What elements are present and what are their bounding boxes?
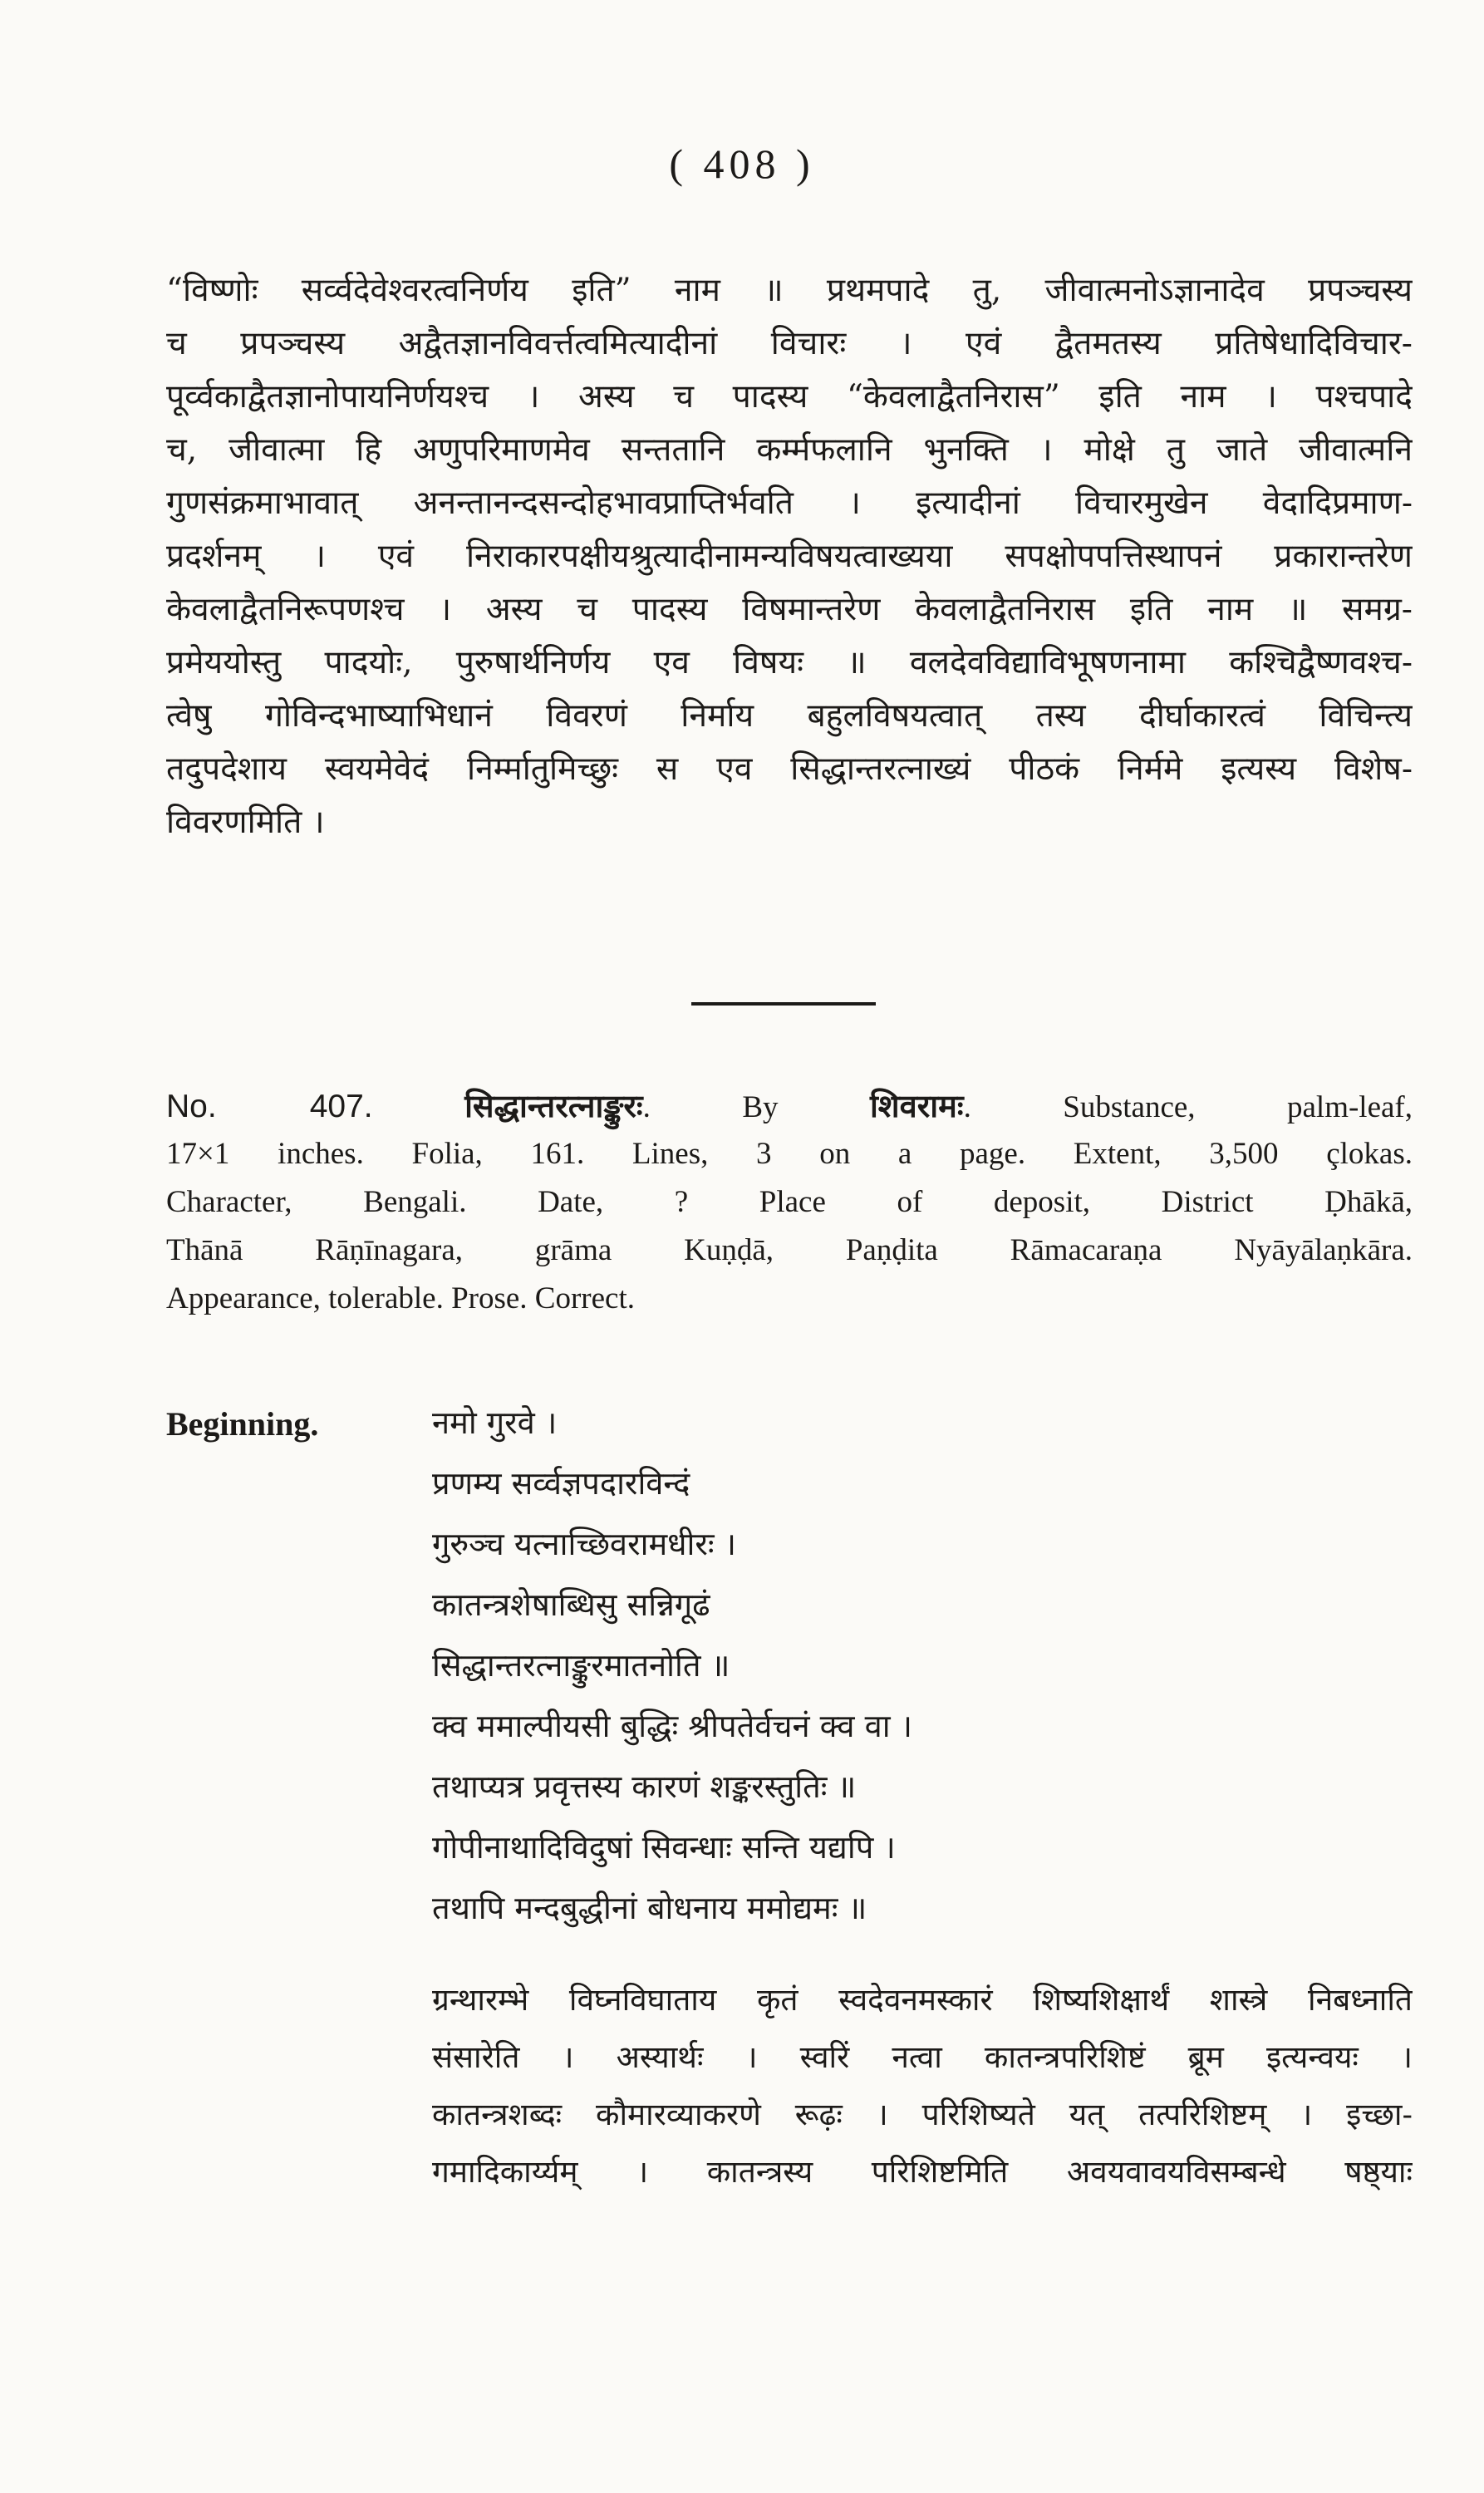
passage-line: विवरणमिति । xyxy=(166,804,325,841)
passage-line: गुणसंक्रमाभावात् अनन्तानन्दसन्दोहभावप्राप्तिर्भवति । इत्यादीनां विचारमुखेन वेदादिप्रमाण- xyxy=(166,484,1413,522)
catalogue-entry xyxy=(166,1082,1413,1323)
author-name: शिवरामः xyxy=(869,1087,964,1124)
entry-detail-line: Character, Bengali. Date, ? Place of deposit, District Ḍhākā, xyxy=(166,1185,1413,1219)
commentary-line: कातन्त्रशब्दः कौमारव्याकरणे रूढ़ः । परिशिष्यते यत् तत्परिशिष्टम् । इच्छा- xyxy=(432,2097,1413,2132)
verse-line: नमो गुरवे । xyxy=(432,1404,558,1441)
entry-detail: Substance, palm-leaf, xyxy=(1063,1090,1413,1124)
passage-line: च प्रपञ्चस्य अद्वैतज्ञानविवर्त्तत्वमित्यादीनां विचारः । एवं द्वैतमतस्य प्रतिषेधादिविचार- xyxy=(166,325,1413,362)
passage-line: पूर्व्वकाद्वैतज्ञानोपायनिर्णयश्च । अस्य च पादस्य “केवलाद्वैतनिरास” इति नाम । पश्चपादे xyxy=(166,378,1413,416)
verse-line: गुरुञ्च यत्नाच्छिवरामधीरः । xyxy=(432,1526,737,1562)
verse-line: कातन्त्रशेषाब्धिसु सन्निगूढं xyxy=(432,1586,710,1623)
commentary-line: गमादिकार्य्यम् । कातन्त्रस्य परिशिष्टमिति अवयवावयविसम्बन्धे षष्ठ्याः xyxy=(432,2154,1413,2190)
commentary-line: ग्रन्थारम्भे विघ्नविघाताय कृतं स्वदेवनमस्कारं शिष्यशिक्षार्थं शास्त्रे निबध्नाति xyxy=(432,1982,1413,2018)
passage-line: “विष्णोः सर्व्वदेवेश्वरत्वनिर्णय इति” नाम ॥ प्रथमपादे तु, जीवात्मनोऽज्ञानादेव प्रपञ्चस्य xyxy=(166,272,1413,309)
verse-line: क्व ममाल्पीयसी बुद्धिः श्रीपतेर्वचनं क्व वा । xyxy=(432,1708,913,1744)
sanskrit-passage xyxy=(166,264,1413,849)
beginning-verses xyxy=(432,1393,1413,1939)
passage-line: त्वेषु गोविन्दभाष्याभिधानं विवरणं निर्माय बहुलविषयत्वात् तस्य दीर्घाकारत्वं विचिन्त्य xyxy=(166,697,1413,735)
entry-detail-line: Appearance, tolerable. Prose. Correct. xyxy=(166,1281,635,1315)
passage-line: केवलाद्वैतनिरूपणश्च । अस्य च पादस्य विषमान्तरेण केवलाद्वैतनिरास इति नाम ॥ समग्र- xyxy=(166,591,1413,628)
by-label: By xyxy=(742,1090,779,1124)
entry-number: No. 407. xyxy=(166,1089,373,1124)
commentary-line: संसारेति । अस्यार्थः । स्वरिं नत्वा कातन्त्रपरिशिष्टं ब्रूम इत्यन्वयः । xyxy=(432,2039,1413,2075)
passage-line: प्रमेययोस्तु पादयोः, पुरुषार्थनिर्णय एव विषयः ॥ वलदेवविद्याविभूषणनामा कश्चिद्वैष्णवश्च- xyxy=(166,644,1413,681)
section-divider xyxy=(691,1002,876,1006)
verse-line: सिद्धान्तरत्नाङ्कुरमातनोति ॥ xyxy=(432,1647,730,1684)
verse-line: गोपीनाथादिविदुषां सिवन्धाः सन्ति यद्यपि । xyxy=(432,1829,896,1866)
verse-line: प्रणम्य सर्व्वज्ञपदारविन्दं xyxy=(432,1465,690,1502)
passage-line: तदुपदेशाय स्वयमेवेदं निर्म्मातुमिच्छुः स एव सिद्धान्तरत्नाख्यं पीठकं निर्ममे इत्यस्य विशेष- xyxy=(166,750,1413,788)
page-number: ( 408 ) xyxy=(669,140,815,187)
passage-line: च, जीवात्मा हि अणुपरिमाणमेव सन्ततानि कर्म्मफलानि भुनक्ति । मोक्षे तु जाते जीवात्मनि xyxy=(166,431,1413,469)
beginning-label: Beginning. xyxy=(166,1405,319,1443)
entry-detail-line: Thānā Rāṇīnagara, grāma Kuṇḍā, Paṇḍita Rāmacaraṇa Nyāyālaṇkāra. xyxy=(166,1233,1413,1267)
beginning-commentary xyxy=(432,1971,1413,2200)
entry-heading-line: No. 407. सिद्धान्तरत्नाङ्कुरः. By शिवरामः. Substance, palm-leaf, xyxy=(166,1087,1413,1124)
entry-detail-line: 17×1 inches. Folia, 161. Lines, 3 on a page. Extent, 3,500 çlokas. xyxy=(166,1137,1413,1171)
work-title: सिद्धान्तरत्नाङ्कुरः xyxy=(464,1087,643,1124)
verse-line: तथाप्यत्र प्रवृत्तस्य कारणं शङ्करस्तुतिः ॥ xyxy=(432,1768,857,1805)
passage-line: प्रदर्शनम् । एवं निराकारपक्षीयश्रुत्यादीनामन्यविषयत्वाख्यया सपक्षोपपत्तिस्थापनं प्रकारान्तरेण xyxy=(166,538,1413,575)
verse-line: तथापि मन्दबुद्धीनां बोधनाय ममोद्यमः ॥ xyxy=(432,1890,867,1926)
